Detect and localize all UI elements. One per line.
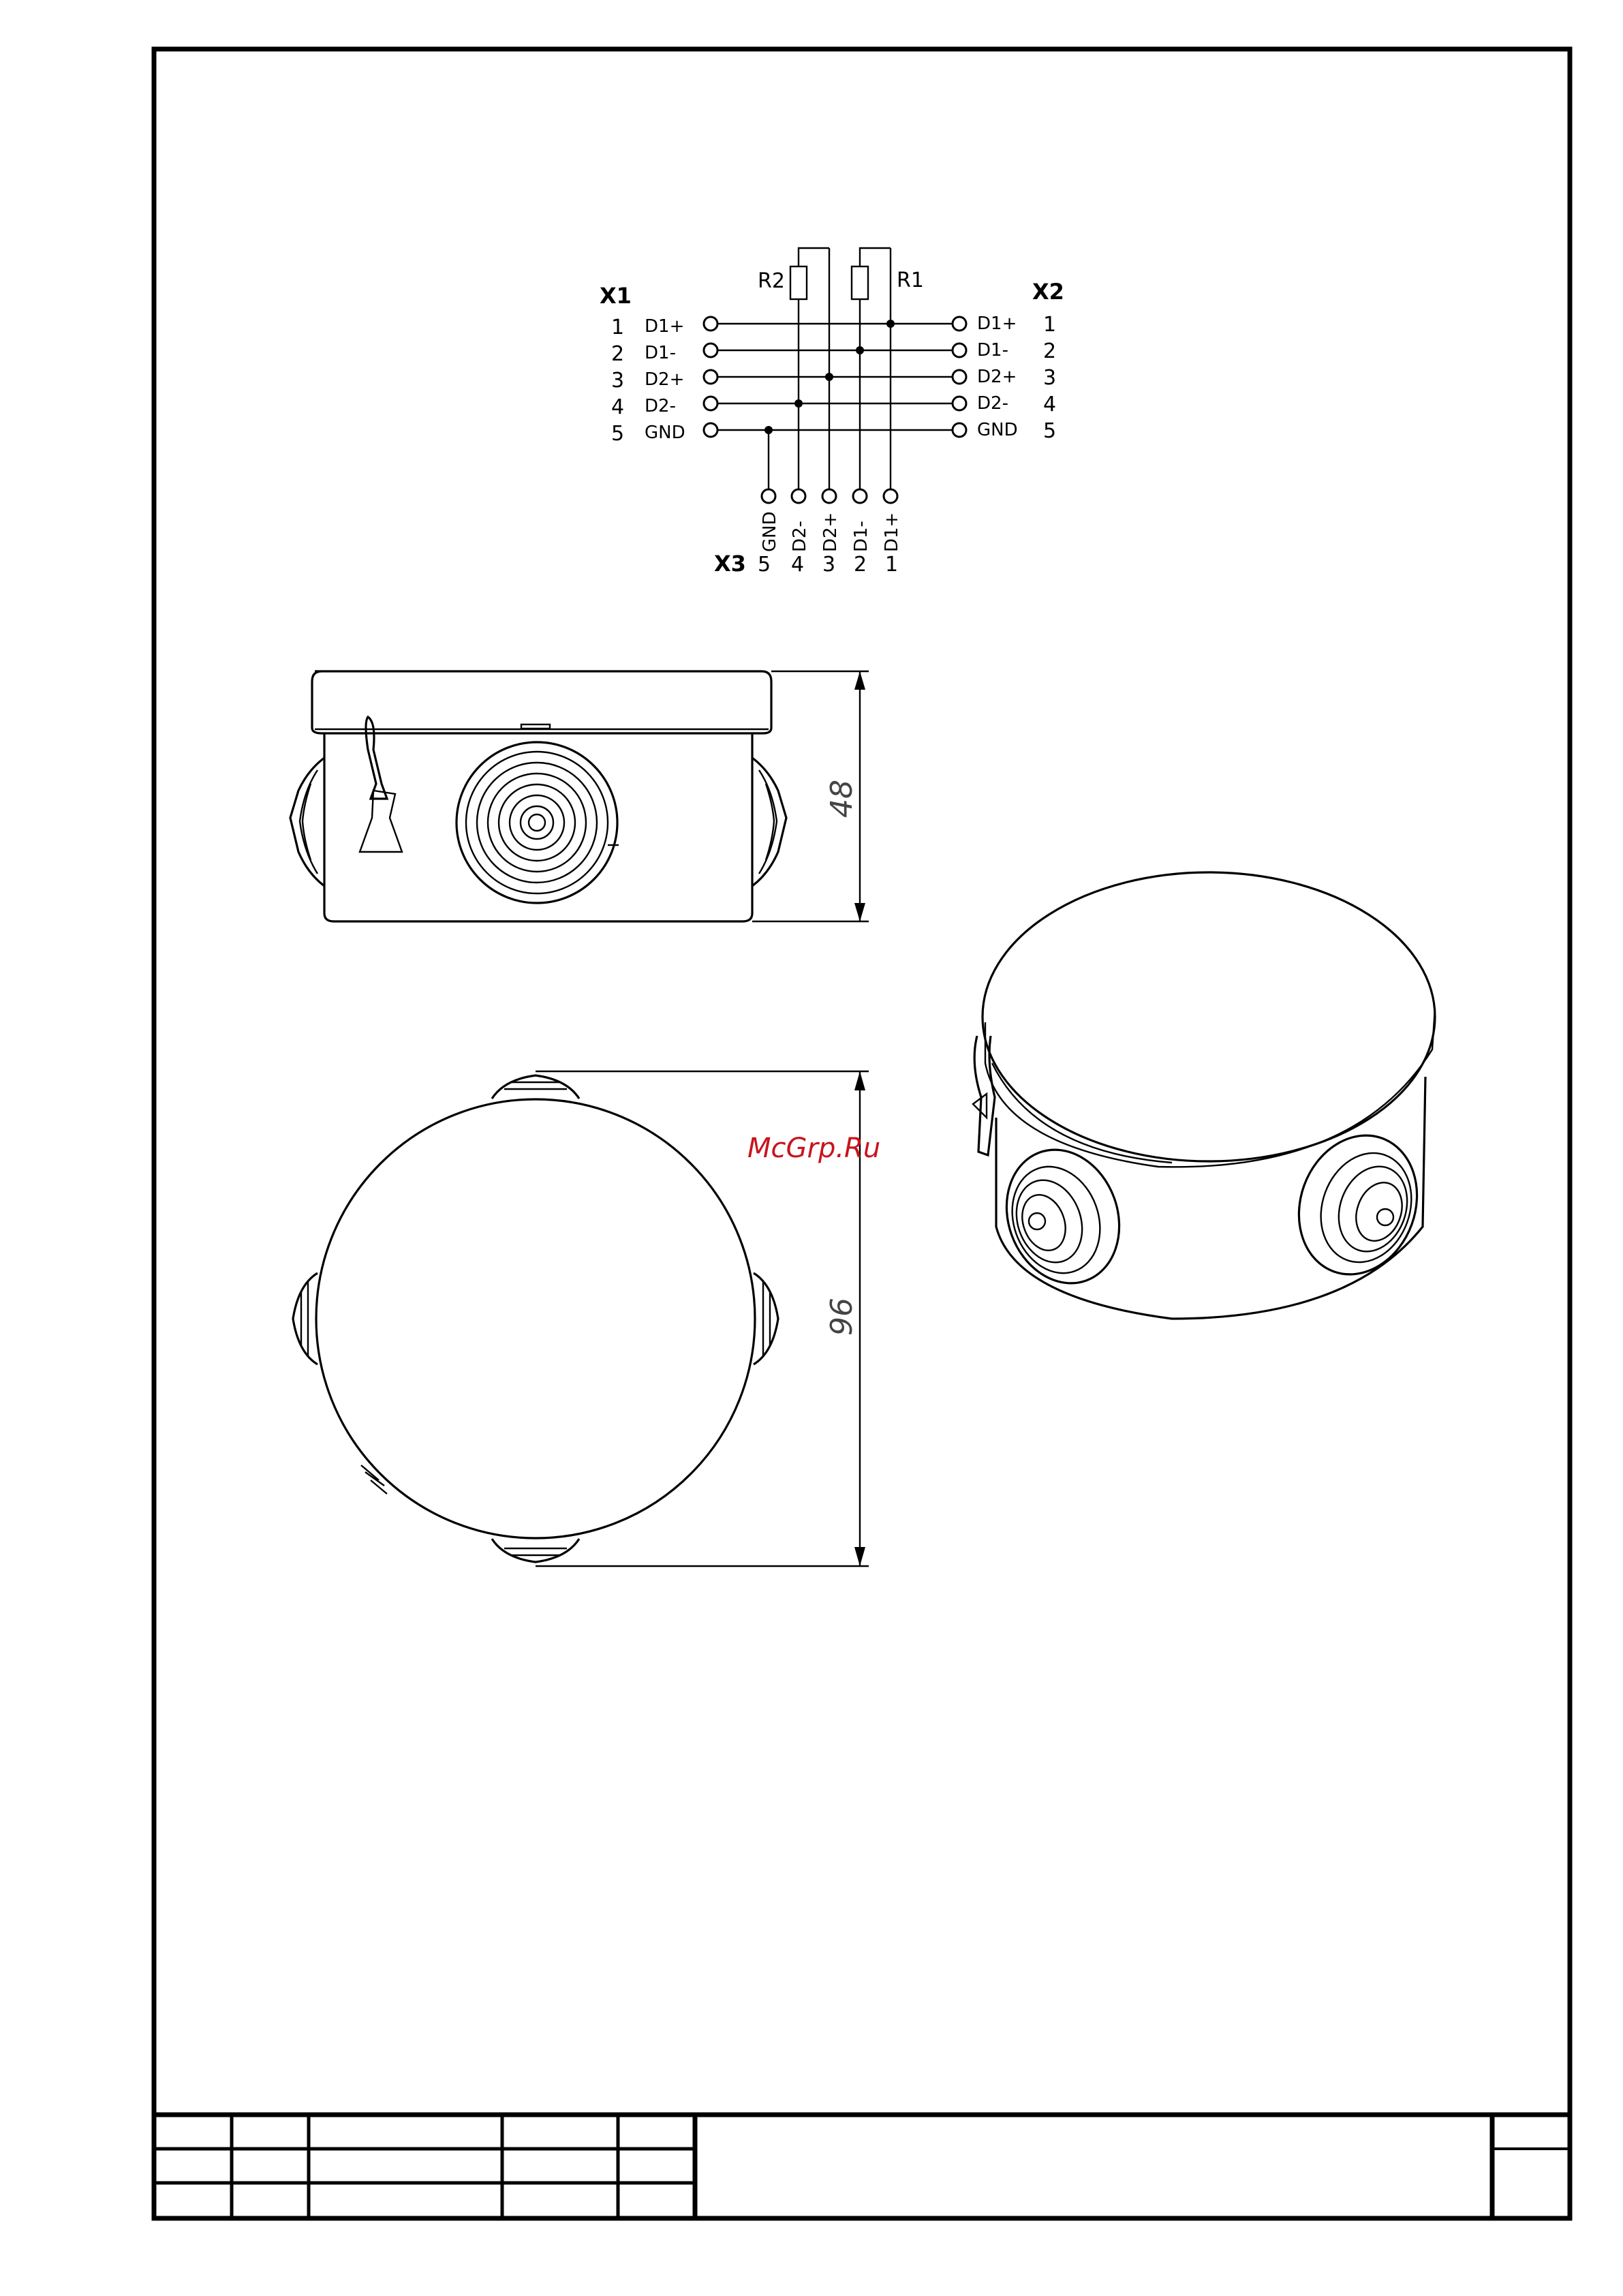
x2-pin-signal: D2- [977, 393, 1008, 414]
x3-pin-num: 3 [822, 553, 836, 577]
x2-pin-num: 1 [1043, 313, 1057, 337]
x1-pin-signal: D1+ [645, 316, 685, 337]
x1-terminal [704, 343, 717, 357]
x2-pin-signal: D1+ [977, 313, 1017, 334]
x2-terminal [953, 343, 966, 357]
resistor-r1 [852, 266, 868, 299]
box-isometric-view [973, 872, 1436, 1319]
x3-pin-signal: D2+ [820, 512, 841, 552]
connector-x3-title: X3 [714, 551, 746, 577]
x2-pin-signal: GND [977, 420, 1018, 440]
junction-dot [886, 320, 895, 328]
x1-pin-num: 5 [611, 422, 625, 446]
x3-terminal [853, 489, 867, 503]
x1-pin-num: 4 [611, 395, 625, 419]
diameter-dimension-value: 96 [824, 1298, 859, 1336]
x3-terminal [762, 489, 775, 503]
resistor-r1-label: R1 [897, 269, 924, 292]
x3-pin-signal: D1+ [882, 512, 902, 552]
watermark-text: McGrp.Ru [747, 1133, 881, 1164]
x3-terminal [822, 489, 836, 503]
junction-dot [856, 346, 864, 354]
junction-dot [794, 399, 803, 408]
x1-terminal [704, 423, 717, 437]
x3-pin-signal: D2- [790, 521, 810, 552]
connector-x2-title: X2 [1032, 279, 1064, 305]
x2-terminal [953, 370, 966, 384]
x1-terminal [704, 397, 717, 410]
x3-pin-signal: GND [760, 511, 780, 552]
title-block [154, 2115, 1570, 2218]
x1-terminal [704, 370, 717, 384]
x1-pin-signal: D2- [645, 396, 676, 416]
x2-terminal [953, 397, 966, 410]
x3-pin-num: 5 [758, 553, 771, 577]
resistor-r2-label: R2 [758, 269, 785, 293]
x1-pin-num: 1 [611, 316, 625, 339]
junction-dot [825, 373, 833, 381]
x3-terminal [884, 489, 897, 503]
box-front-view [290, 671, 869, 921]
resistor-r2 [790, 266, 807, 299]
junction-dot [764, 426, 773, 434]
x2-pin-num: 2 [1043, 339, 1057, 363]
x1-pin-signal: D2+ [645, 369, 685, 390]
x1-pin-num: 3 [611, 369, 625, 393]
x1-terminal [704, 317, 717, 331]
x2-pin-num: 3 [1043, 366, 1057, 390]
x1-pin-signal: D1- [645, 343, 676, 363]
wiring-schematic [600, 248, 1064, 577]
x2-pin-signal: D1- [977, 340, 1008, 361]
x2-pin-signal: D2+ [977, 367, 1017, 387]
x1-pin-num: 2 [611, 342, 625, 366]
x3-pin-signal: D1- [851, 521, 871, 552]
x3-pin-num: 4 [791, 553, 805, 577]
connector-x1-title: X1 [600, 283, 632, 309]
x3-pin-num: 1 [885, 553, 899, 577]
x3-pin-num: 2 [854, 553, 867, 577]
height-dimension-value: 48 [824, 780, 859, 818]
x2-pin-num: 4 [1043, 393, 1057, 416]
x2-pin-num: 5 [1043, 419, 1057, 443]
x2-terminal [953, 423, 966, 437]
x3-terminal [792, 489, 805, 503]
x2-terminal [953, 317, 966, 331]
x1-pin-signal: GND [645, 423, 685, 443]
